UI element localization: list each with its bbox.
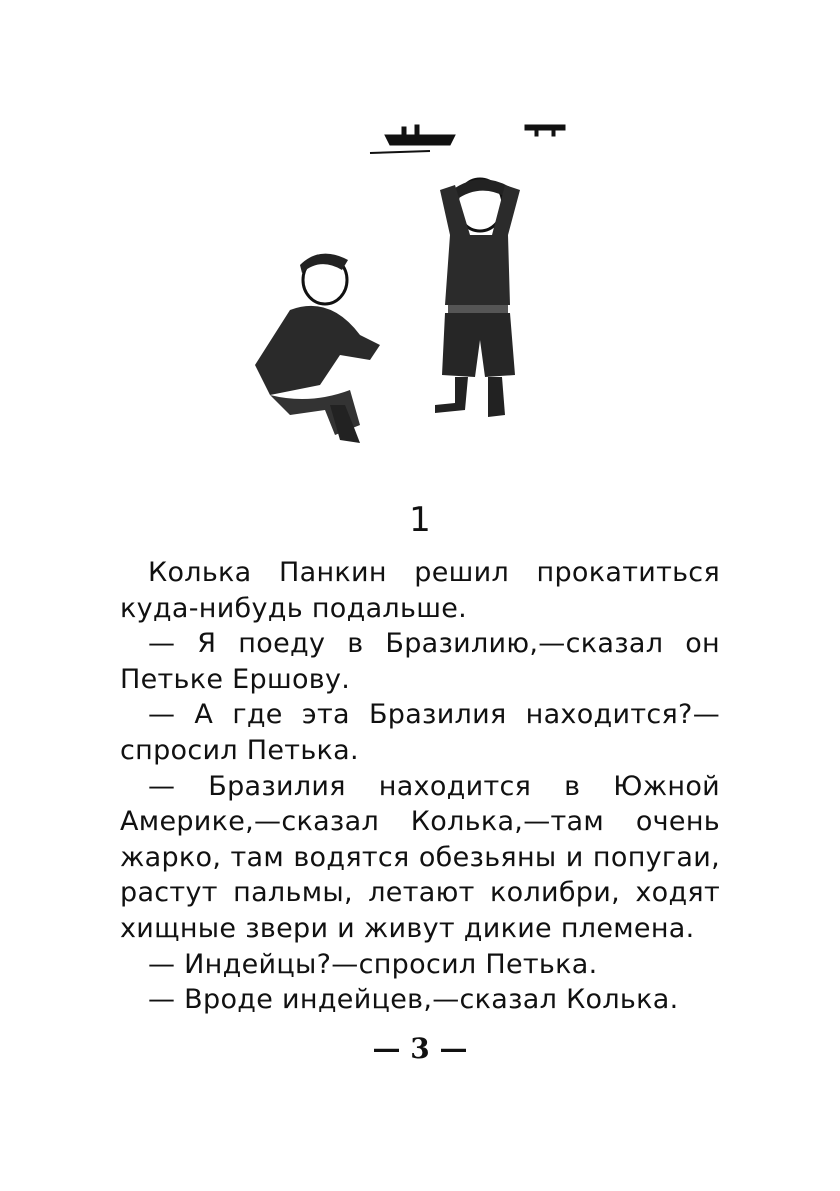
paragraph: — Я поеду в Бразилию,—сказал он Петьке Ершову. [120,628,720,695]
illustration-two-boys [230,105,610,455]
chapter-number: 1 [409,500,431,540]
page-number: — 3 — [372,1032,468,1065]
body-text [120,555,720,1018]
squatting-boy-figure [255,254,380,443]
paragraph: — Индейцы?—спросил Петька. [148,948,598,980]
airplane-icon [525,125,565,136]
paragraph: — А где эта Бразилия находится?— спросил Петька. [120,699,720,766]
paragraph: — Вроде индейцев,—сказал Колька. [148,984,679,1016]
paragraph: Колька Панкин решил прокатиться куда-нибудь подальше. [120,557,720,624]
ship-icon [370,125,455,153]
standing-boy-figure [435,179,520,417]
paragraph: — Бразилия находится в Южной Америке,—сказал Колька,—там очень жарко, там водятся обезьяны и попугаи, растут пальмы, летают колибри, ходят хищные звери и живут дикие племена. [120,770,720,944]
